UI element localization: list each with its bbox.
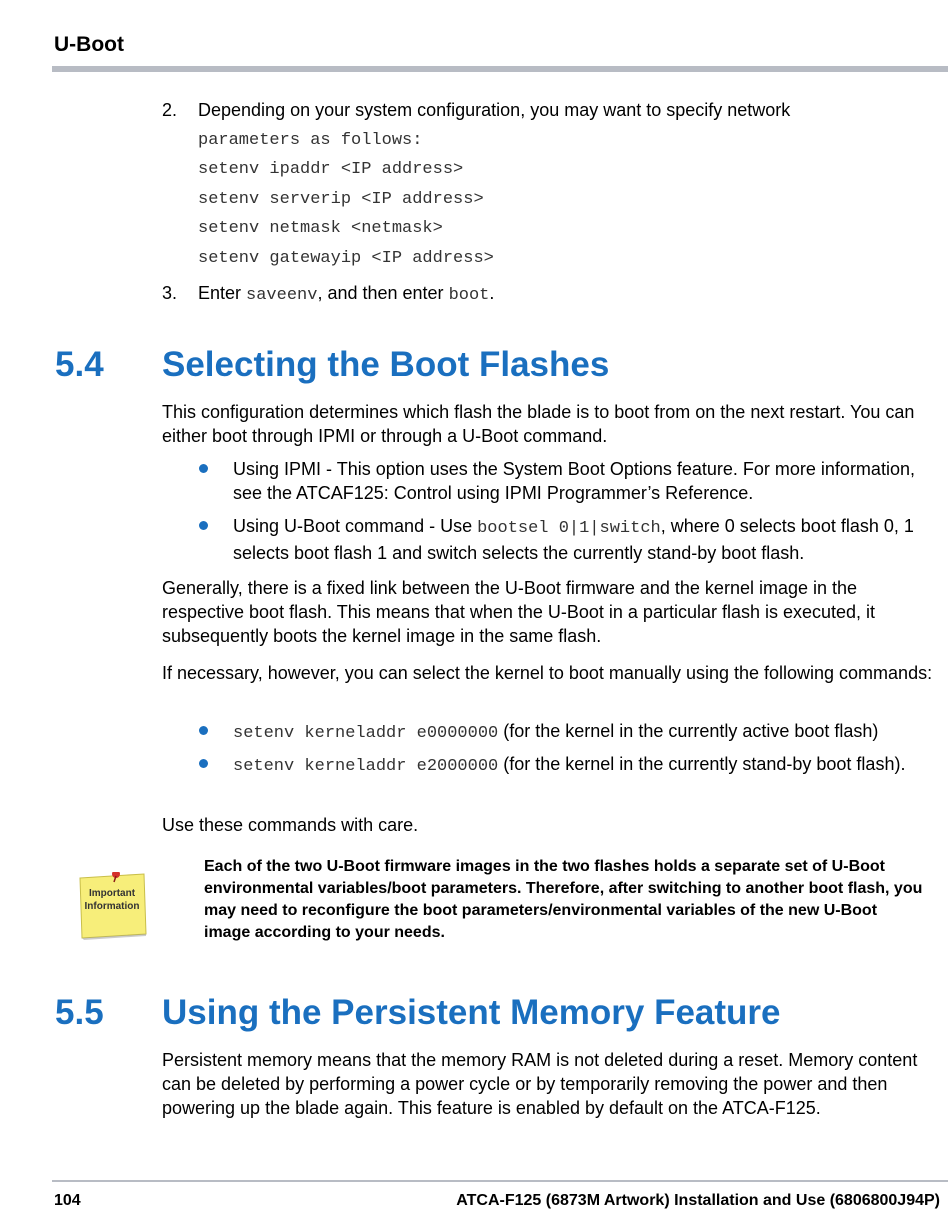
- step-3-code-boot: boot: [448, 286, 490, 305]
- code-line-5: setenv gatewayip <IP address>: [198, 249, 494, 268]
- section-5-4-para-3: If necessary, however, you can select the kernel to boot manually using the following commands:: [162, 663, 933, 683]
- bullet-kernel-standby: [233, 752, 945, 779]
- section-5-5-number: 5.5: [55, 993, 104, 1032]
- code-line-2: setenv ipaddr <IP address>: [198, 160, 464, 179]
- section-5-4-para-4: Use these commands with care.: [162, 815, 419, 835]
- sticky-line-2: Information: [84, 901, 140, 912]
- important-information-icon: [78, 872, 146, 938]
- step-3-number: 3.: [162, 283, 178, 303]
- bullet-kernel-active: [233, 719, 945, 746]
- page-header-title: U-Boot: [54, 33, 124, 56]
- section-5-5-title: Using the Persistent Memory Feature: [162, 993, 781, 1032]
- bullet-dot-3: [199, 726, 208, 735]
- bullet-dot-4: [199, 759, 208, 768]
- document-title: ATCA-F125 (6873M Artwork) Installation and Use (6806800J94P): [456, 1192, 940, 1209]
- step-3-post: .: [489, 283, 495, 303]
- bullet-4-code: setenv kerneladdr e2000000: [233, 757, 499, 776]
- section-5-4-intro: This configuration determines which flash the blade is to boot from on the next restart. You can either boot through IPMI or through a U-Boot command.: [162, 402, 915, 446]
- step-3-text: [198, 283, 494, 305]
- section-5-5-para: Persistent memory means that the memory RAM is not deleted during a reset. Memory content can be deleted by performing a power cycle or by temporarily removing the power and then powering up the blade again. This feature is enabled by default on the ATCA-F125.: [162, 1050, 918, 1118]
- bullet-ipmi: Using IPMI - This option uses the System Boot Options feature. For more information, see the ATCAF125: Control using IPMI Programmer’s Reference.: [233, 459, 915, 503]
- header-rule: [52, 66, 948, 72]
- step-3-pre: Enter: [198, 283, 247, 303]
- step-2-text: Depending on your system configuration, you may want to specify network: [198, 100, 791, 120]
- step-2-number: 2.: [162, 100, 178, 120]
- page-number: 104: [54, 1192, 81, 1209]
- bullet-dot-2: [199, 521, 208, 530]
- important-note-text: Each of the two U-Boot firmware images in the two flashes holds a separate set of U-Boot environmental variables/boot parameters. Therefore, after switching to another boot flash, you may need to reconfigure the boot parameters/environmental variables of the new U-Boot image according to your needs.: [204, 858, 923, 941]
- bullet-uboot-command: [233, 514, 945, 565]
- code-line-4: setenv netmask <netmask>: [198, 219, 443, 238]
- bullet-3-code: setenv kerneladdr e0000000: [233, 724, 499, 743]
- code-line-1: parameters as follows:: [198, 131, 423, 150]
- section-5-4-number: 5.4: [55, 345, 104, 384]
- code-line-3: setenv serverip <IP address>: [198, 190, 484, 209]
- step-3-mid: , and then enter: [317, 283, 449, 303]
- bullet-2-pre: Using U-Boot command - Use: [233, 516, 478, 536]
- bullet-3-post: (for the kernel in the currently active boot flash): [498, 721, 879, 741]
- section-5-4-title: Selecting the Boot Flashes: [162, 345, 610, 384]
- footer-rule: [52, 1180, 948, 1182]
- bullet-2-post: , where 0 selects boot flash 0, 1 selects boot flash 1 and switch selects the currently stand-by boot flash.: [233, 516, 914, 563]
- section-5-4-para-2: Generally, there is a fixed link between the U-Boot firmware and the kernel image in the respective boot flash. This means that when the U-Boot in a particular flash is executed, it subsequently boots the kernel image in the same flash.: [162, 578, 876, 646]
- sticky-line-1: Important: [88, 888, 136, 899]
- bullet-2-code: bootsel 0|1|switch: [477, 519, 661, 538]
- bullet-4-post: (for the kernel in the currently stand-by boot flash).: [498, 754, 906, 774]
- bullet-dot-1: [199, 464, 208, 473]
- step-3-code-saveenv: saveenv: [246, 286, 318, 305]
